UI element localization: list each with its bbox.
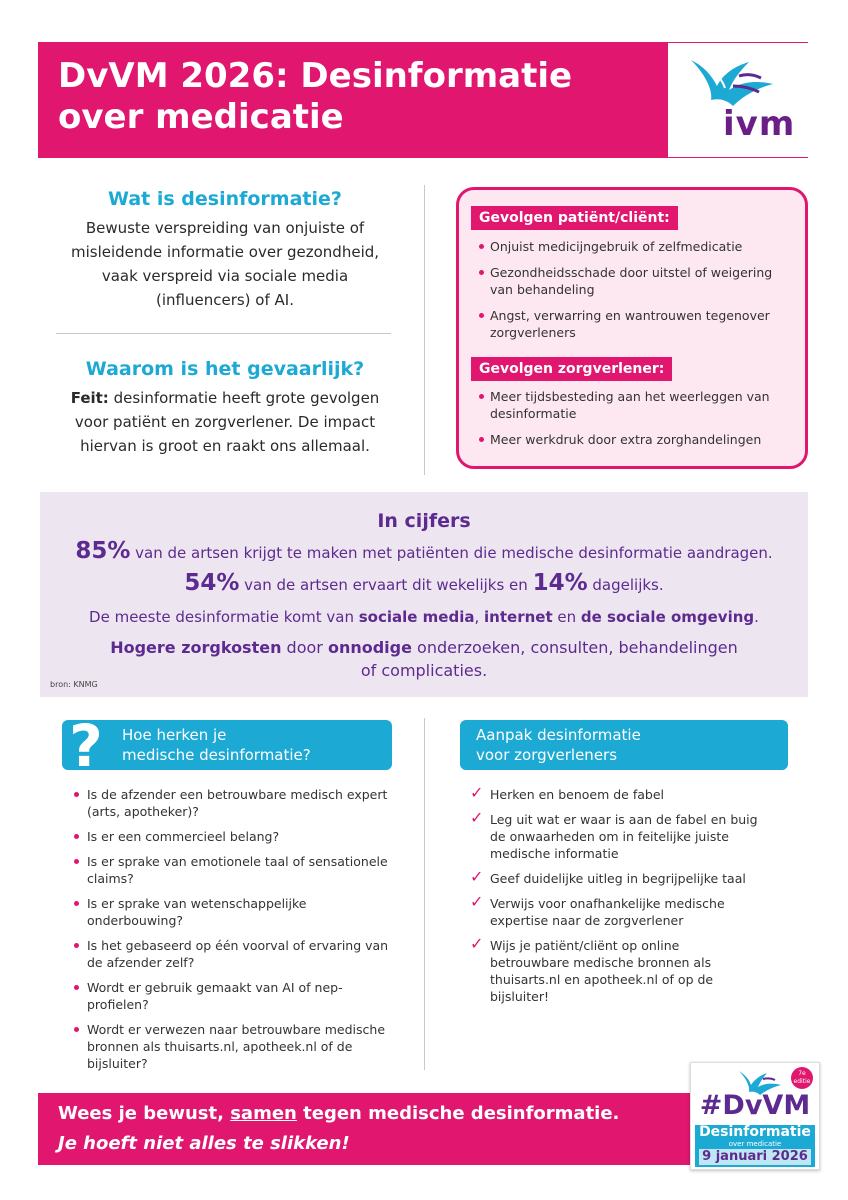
header-line-bottom	[668, 157, 808, 158]
patient-consequences-list	[479, 238, 799, 350]
header-banner	[38, 42, 668, 158]
list-item: Is het gebaseerd op één voorval of ervaring van de afzender zelf?	[74, 937, 404, 971]
check-icon: ✓	[470, 892, 484, 911]
header	[38, 42, 808, 158]
figures-line-3: De meeste desinformatie komt van sociale media, internet en de sociale omgeving.	[89, 608, 759, 626]
care-consequences-title: Gevolgen zorgverlener:	[471, 357, 672, 381]
edition-badge: 7e editie	[791, 1067, 813, 1089]
ivm-logo	[683, 52, 803, 152]
list-item: ✓ Herken en benoem de fabel	[470, 783, 664, 802]
check-icon: ✓	[470, 867, 484, 886]
list-item: Wordt er verwezen naar betrouwbare medische bronnen als thuisarts.nl, apotheek.nl of de bijsluiter?	[74, 1021, 404, 1072]
figures-line-1: 85% van de artsen krijgt te maken met patiënten die medische desinformatie aandragen.	[75, 538, 773, 564]
list-item: Is er sprake van wetenschappelijke onderbouwing?	[74, 895, 404, 929]
divider	[56, 333, 391, 334]
list-item: ✓ Verwijs voor onafhankelijke medische expertise naar de zorgverlener	[470, 892, 725, 928]
bird-icon	[683, 52, 803, 112]
list-item: Meer tijdsbesteding aan het weerleggen van desinformatie	[479, 388, 799, 422]
check-icon: ✓	[470, 934, 484, 953]
footer-tagline: Je hoeft niet alles te slikken!	[58, 1133, 350, 1154]
figures-title: In cijfers	[377, 510, 471, 532]
question-mark-icon: ?	[69, 712, 103, 780]
header-line-top	[668, 42, 808, 43]
footer-slogan: Wees je bewust, samen tegen medische desinformatie.	[58, 1103, 620, 1124]
source-note: bron: KNMG	[50, 680, 98, 689]
why-fact-label: Feit:	[70, 389, 109, 407]
approach-list	[470, 783, 760, 1013]
list-item: Wordt er gebruik gemaakt van AI of nep-profielen?	[74, 979, 404, 1013]
list-item: Is er een commercieel belang?	[74, 828, 404, 845]
figures-box	[40, 492, 808, 697]
why-title: Waarom is het gevaarlijk?	[85, 358, 365, 380]
badge-label: Desinformatie over medicatie 9 januari 2026	[695, 1125, 815, 1167]
patient-consequences-title: Gevolgen patiënt/cliënt:	[471, 206, 678, 230]
check-icon: ✓	[470, 808, 484, 827]
campaign-badge	[690, 1062, 820, 1170]
approach-header: Aanpak desinformatie voor zorgverleners	[460, 720, 788, 770]
figures-line-4: Hogere zorgkosten door onnodige onderzoeken, consulten, behandelingen	[110, 638, 738, 657]
list-item: Gezondheidsschade door uitstel of weigering van behandeling	[479, 264, 799, 298]
list-item: Onjuist medicijngebruik of zelfmedicatie	[479, 238, 799, 255]
care-consequences-list	[479, 388, 799, 457]
list-item: Angst, verwarring en wantrouwen tegenover zorgverleners	[479, 307, 799, 341]
consequences-box	[456, 187, 808, 469]
figures-line-5: of complicaties.	[360, 661, 488, 680]
list-item: ✓ Wijs je patiënt/cliënt op online betrouwbare medische bronnen als thuisarts.nl en apotheek.nl of op de bijsluiter!	[470, 934, 714, 1004]
figures-line-2: 54% van de artsen ervaart dit wekelijks en 14% dagelijks.	[184, 570, 664, 596]
vertical-divider	[424, 185, 425, 475]
list-item: Meer werkdruk door extra zorghandelingen	[479, 431, 799, 448]
what-title: Wat is desinformatie?	[108, 188, 342, 210]
logo-text: ivm	[723, 104, 796, 144]
vertical-divider-2	[424, 718, 425, 1070]
list-item: Is er sprake van emotionele taal of sensationele claims?	[74, 853, 404, 887]
list-item: ✓ Leg uit wat er waar is aan de fabel en buig de onwaarheden om in feitelijke juiste medische informatie	[470, 808, 758, 861]
list-item: Is de afzender een betrouwbare medisch expert (arts, apotheker)?	[74, 786, 404, 820]
page-title: DvVM 2026: Desinformatie over medicatie	[58, 56, 573, 137]
list-item: ✓ Geef duidelijke uitleg in begrijpelijke taal	[470, 867, 746, 886]
badge-date: 9 januari 2026	[699, 1149, 811, 1165]
badge-hashtag: #DvVM	[699, 1090, 811, 1121]
recognize-header: Hoe herken je medische desinformatie?	[62, 720, 392, 770]
recognize-list	[74, 786, 404, 1080]
check-icon: ✓	[470, 783, 484, 802]
what-text: Bewuste verspreiding van onjuiste of misleidende informatie over gezondheid, vaak verspreid via sociale media (influencers) of AI.	[70, 219, 380, 309]
why-text: Feit: desinformatie heeft grote gevolgen voor patiënt en zorgverlener. De impact hiervan is groot en raakt ons allemaal.	[70, 389, 380, 455]
checkmark-icon: ✓	[728, 707, 777, 775]
